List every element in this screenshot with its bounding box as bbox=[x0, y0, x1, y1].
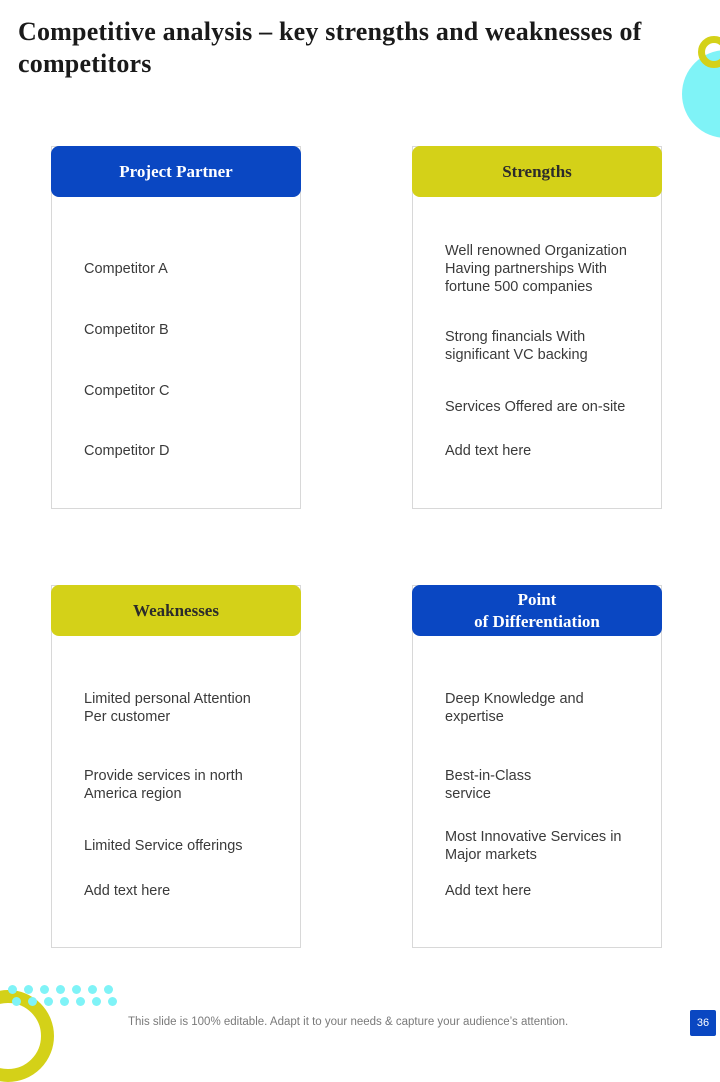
list-item: Best-in-Class service bbox=[445, 768, 532, 802]
list-item: Competitor B bbox=[84, 322, 169, 338]
footer-note: This slide is 100% editable. Adapt it to your needs & capture your audience’s attention. bbox=[128, 1016, 569, 1028]
list-item: Add text here bbox=[445, 443, 532, 459]
list-item: Competitor A bbox=[84, 261, 168, 277]
list-item: Competitor C bbox=[84, 383, 170, 399]
list-item: Well renowned Organization Having partnerships With fortune 500 companies bbox=[445, 243, 627, 295]
list-item: Add text here bbox=[84, 883, 171, 899]
list-item: Competitor D bbox=[84, 443, 170, 459]
list-item: Most Innovative Services in Major markets bbox=[445, 829, 622, 863]
list-item: Services Offered are on-site bbox=[445, 399, 626, 415]
list-item: Deep Knowledge and expertise bbox=[445, 691, 584, 725]
card-header-point-of-differentiation bbox=[412, 585, 662, 636]
list-item: Provide services in north America region bbox=[84, 768, 243, 802]
card-header-strengths: Strengths bbox=[412, 146, 662, 197]
list-item: Add text here bbox=[445, 883, 532, 899]
list-item: Limited personal Attention Per customer bbox=[84, 691, 251, 725]
card-header-project-partner: Project Partner bbox=[51, 146, 301, 197]
card-header-line: Point bbox=[517, 589, 557, 609]
card-header-weaknesses: Weaknesses bbox=[51, 585, 301, 636]
card-project-partner bbox=[51, 146, 301, 509]
card-weaknesses bbox=[51, 585, 301, 948]
card-point-of-differentiation bbox=[412, 585, 662, 948]
list-item: Limited Service offerings bbox=[84, 838, 243, 854]
card-strengths bbox=[412, 146, 662, 509]
card-header-line: of Differentiation bbox=[474, 611, 600, 631]
list-item: Strong financials With significant VC backing bbox=[445, 329, 588, 363]
page-title: Competitive analysis – key strengths and weaknesses of competitors bbox=[18, 17, 642, 78]
page-number: 36 bbox=[690, 1010, 716, 1036]
